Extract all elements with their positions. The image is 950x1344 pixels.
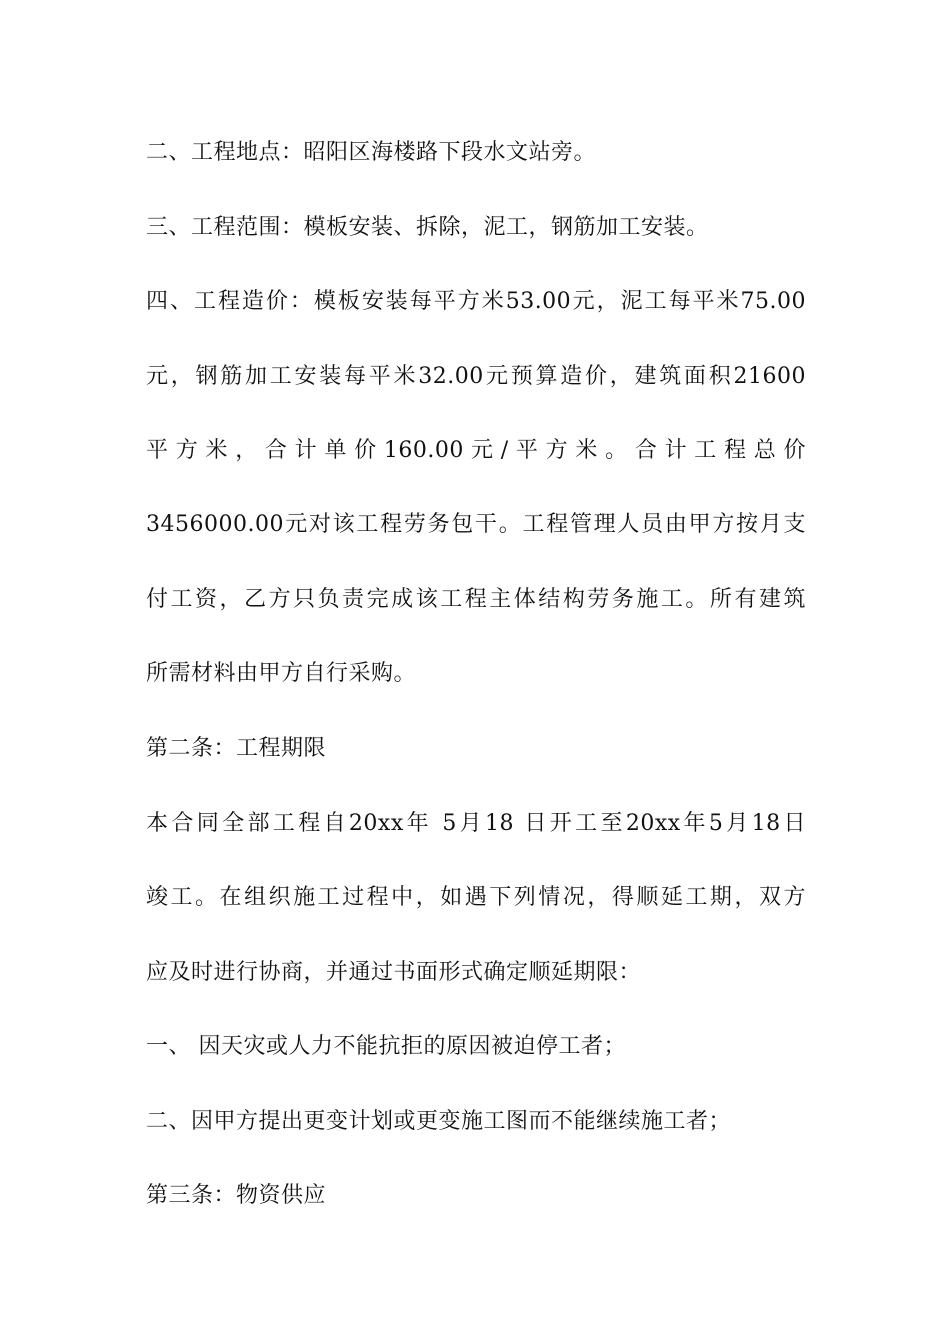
text-line-cost-1: 四、工程造价：模板安装每平方米53.00元，泥工每平米75.00 xyxy=(146,289,806,314)
text-line-period-3: 应及时进行协商，并通过书面形式确定顺延期限： xyxy=(146,960,642,985)
list-item-force-majeure: 一、 因天灾或人力不能抗拒的原因被迫停工者； xyxy=(146,1034,626,1059)
text-line-cost-4: 3456000.00元对该工程劳务包干。工程管理人员由甲方按月支 xyxy=(146,512,806,537)
text-line-cost-2: 元，钢筋加工安装每平米32.00元预算造价，建筑面积21600 xyxy=(146,364,806,389)
text-line-cost-6: 所需材料由甲方自行采购。 xyxy=(146,661,417,686)
section-heading-period: 第二条：工程期限 xyxy=(146,736,327,761)
text-line-period-1: 本合同全部工程自20xx年 5月18 日开工至20xx年5月18日 xyxy=(146,811,806,836)
text-line-cost-3: 平方米，合计单价160.00元/平方米。合计工程总价 xyxy=(146,438,806,463)
list-item-plan-change: 二、因甲方提出更变计划或更变施工图而不能继续施工者； xyxy=(146,1109,732,1134)
section-heading-supply: 第三条：物资供应 xyxy=(146,1183,327,1208)
text-line-cost-5: 付工资，乙方只负责完成该工程主体结构劳务施工。所有建筑 xyxy=(146,587,806,612)
text-line-location: 二、工程地点：昭阳区海楼路下段水文站旁。 xyxy=(146,140,597,165)
text-line-scope: 三、工程范围：模板安装、拆除，泥工，钢筋加工安装。 xyxy=(146,215,709,240)
text-line-period-2: 竣工。在组织施工过程中，如遇下列情况，得顺延工期，双方 xyxy=(146,885,806,910)
